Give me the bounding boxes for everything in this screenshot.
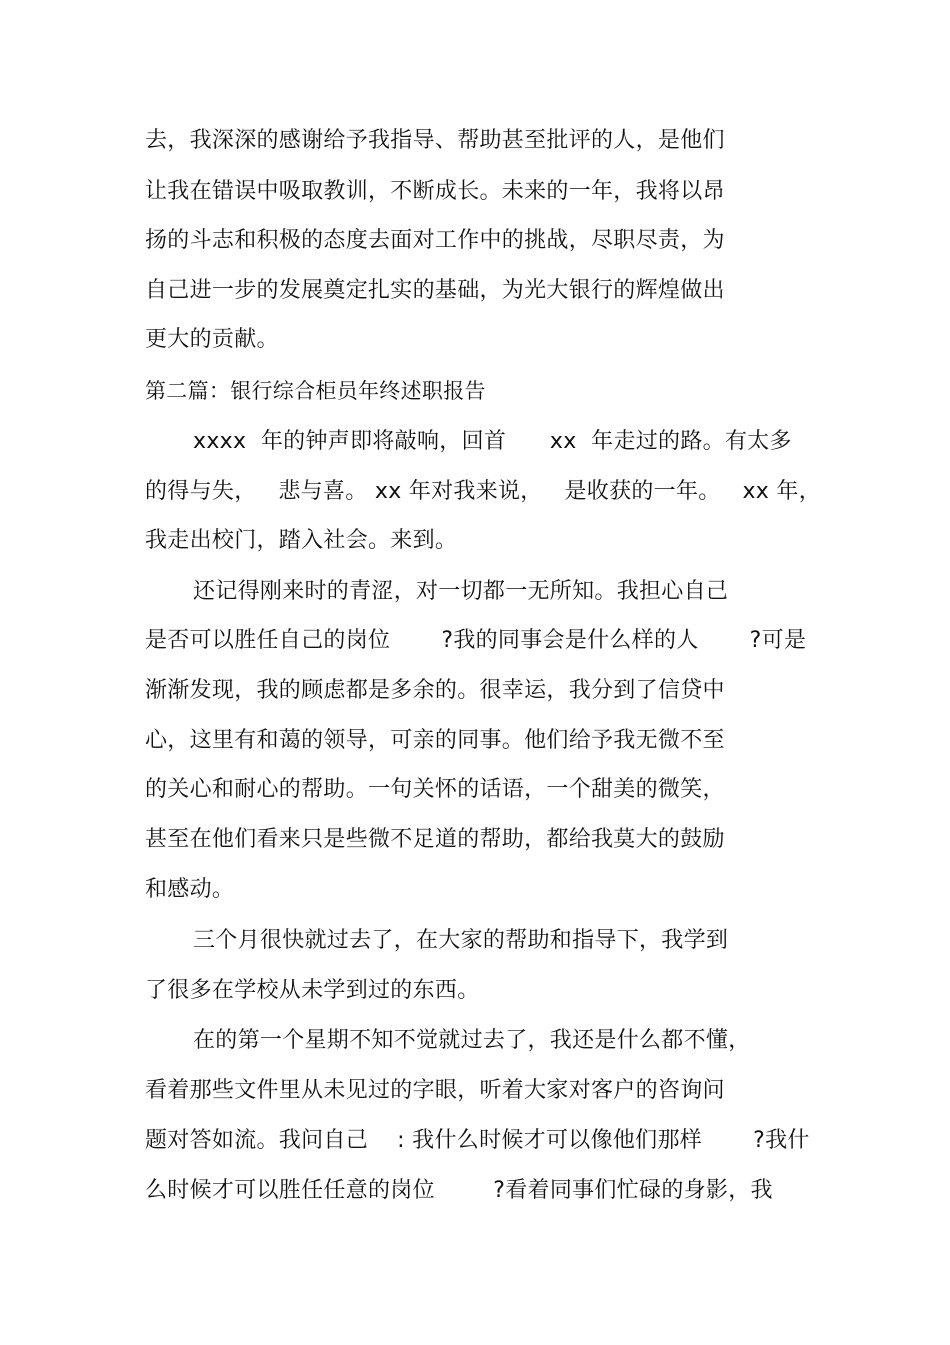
text-line: 和感动。 xyxy=(145,877,235,902)
text-line: 三个月很快就过去了，在大家的帮助和指导下，我学到 xyxy=(193,928,729,953)
text-line: 心，这里有和蔼的领导，可亲的同事。他们给予我无微不至 xyxy=(145,728,725,753)
text-line: 渐渐发现，我的顾虑都是多余的。很幸运，我分到了信贷中 xyxy=(145,678,725,703)
text-line: 更大的贡献。 xyxy=(145,327,279,352)
text-line: 甚至在他们看来只是些微不足道的帮助，都给我莫大的鼓励 xyxy=(145,827,725,852)
text-line: 还记得刚来时的青涩，对一切都一无所知。我担心自己 xyxy=(193,579,729,604)
text-line: 让我在错误中吸取教训，不断成长。未来的一年，我将以昂 xyxy=(145,179,725,204)
text-line: 在的第一个星期不知不觉就过去了，我还是什么都不懂， xyxy=(193,1028,751,1053)
text-line: xxxx 年的钟声即将敲响，回首 xx 年走过的路。有太多 xyxy=(193,429,792,454)
text-line: 看着那些文件里从未见过的字眼，听着大家对客户的咨询问 xyxy=(145,1078,725,1103)
text-line: 扬的斗志和积极的态度去面对工作中的挑战，尽职尽责，为 xyxy=(145,228,725,253)
text-line: 么时候才可以胜任任意的岗位 ?看着同事们忙碌的身影，我 xyxy=(145,1178,773,1203)
text-line: 去，我深深的感谢给予我指导、帮助甚至批评的人，是他们 xyxy=(145,128,725,153)
text-line: 自己进一步的发展奠定扎实的基础，为光大银行的辉煌做出 xyxy=(145,278,725,303)
text-line: 题对答如流。我问自己 : 我什么时候才可以像他们那样 ?我什 xyxy=(145,1128,810,1153)
text-line: 我走出校门，踏入社会。来到。 xyxy=(145,528,458,553)
text-line: 了很多在学校从未学到过的东西。 xyxy=(145,978,480,1003)
text-line: 的关心和耐心的帮助。一句关怀的话语，一个甜美的微笑， xyxy=(145,777,725,802)
text-line: 的得与失， 悲与喜。 xx 年对我来说， 是收获的一年。 xx 年， xyxy=(145,479,821,504)
section-heading: 第二篇：银行综合柜员年终述职报告 xyxy=(145,379,486,403)
text-line: 是否可以胜任自己的岗位 ?我的同事会是什么样的人 ?可是 xyxy=(145,628,807,653)
